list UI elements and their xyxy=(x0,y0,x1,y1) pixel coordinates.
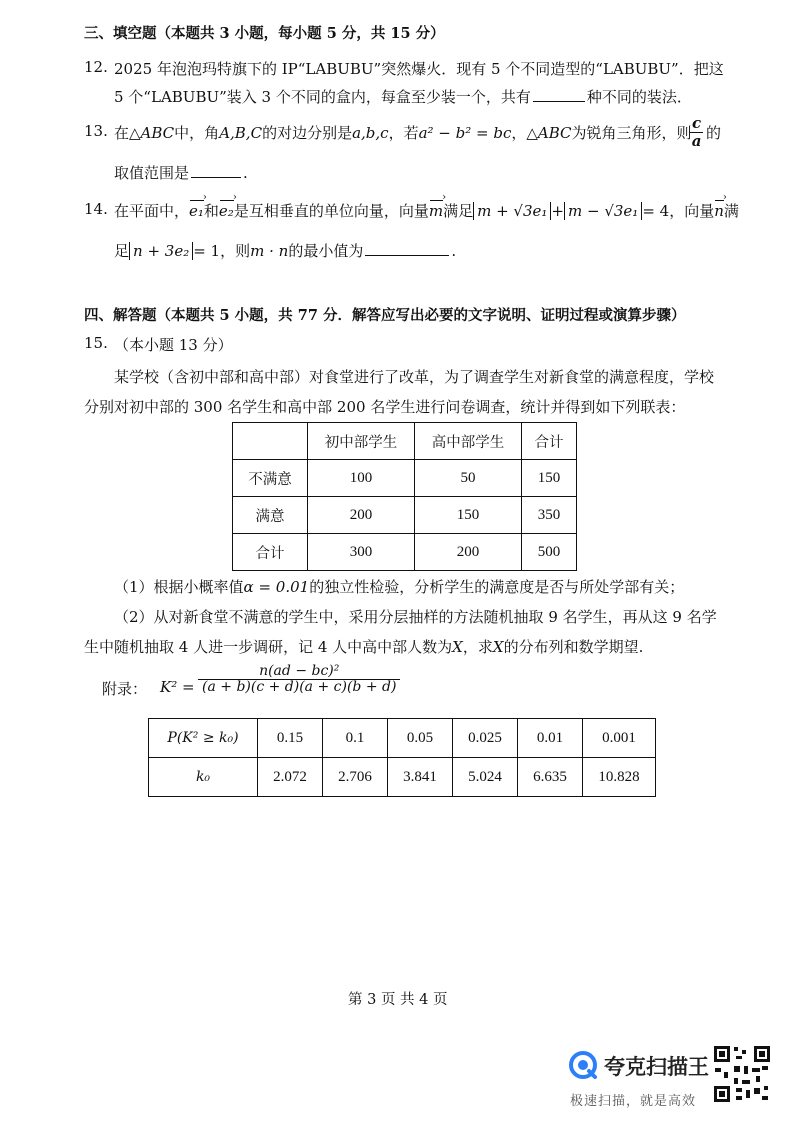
q14-text: 足 xyxy=(114,242,130,260)
q13-text: 为锐角三角形，则 xyxy=(571,124,692,142)
q13-angles: A,B,C xyxy=(219,124,263,142)
qr-code-icon xyxy=(712,1044,772,1104)
table-cell: 300 xyxy=(308,534,415,571)
q13-fraction xyxy=(690,115,703,149)
contingency-table xyxy=(232,422,577,571)
answer-blank-14 xyxy=(365,241,449,256)
table-row xyxy=(149,758,656,797)
question-15-para2: 分别对初中部的 300 名学生和高中部 200 名学生进行问卷调查，统计并得到如下列联表： xyxy=(84,398,686,416)
table-cell: 500 xyxy=(522,534,577,571)
q15-variable-x: X xyxy=(452,638,463,656)
table-cell: 2.072 xyxy=(258,758,323,797)
question-12-line1: 2025 年泡泡玛特旗下的 IP“LABUBU”突然爆火．现有 5 个不同造型的“LABUBU”．把这 xyxy=(114,60,724,78)
question-12-number: 12. xyxy=(84,58,108,76)
table-row-label: k₀ xyxy=(149,758,258,797)
table-cell: 0.05 xyxy=(388,719,453,758)
q15-variable-x: X xyxy=(492,638,504,656)
q13-text: ，△ xyxy=(511,124,538,142)
q15-part1-text: （1）根据小概率值 xyxy=(114,578,244,596)
q13-frac-numerator: c xyxy=(692,114,702,132)
section-4-heading: 四、解答题（本题共 5 小题，共 77 分．解答应写出必要的文字说明、证明过程或演算步骤） xyxy=(84,307,686,324)
q14-text: 在平面中， xyxy=(114,202,190,220)
q14-dot-product: m · n xyxy=(250,242,289,260)
table-cell xyxy=(233,423,308,460)
q14-text: ，向量 xyxy=(669,202,715,220)
section-3-heading: 三、填空题（本题共 3 小题，每小题 5 分，共 15 分） xyxy=(84,25,445,42)
q13-text: 取值范围是 xyxy=(114,164,190,182)
q15-part2-text: 的分布列和数学期望. xyxy=(503,638,644,656)
q13-triangle: ABC xyxy=(140,124,175,142)
vector-n: n › xyxy=(714,202,724,220)
appendix-formula-lhs: K² = xyxy=(160,678,195,696)
table-cell: 150 xyxy=(415,497,522,534)
question-13-number: 13. xyxy=(84,122,108,140)
q13-text: 的对边分别是 xyxy=(262,124,353,142)
question-14-line2 xyxy=(114,240,456,261)
q15-alpha: α = 0.01 xyxy=(243,578,310,596)
q14-cond3: n + 3e₂ xyxy=(133,242,190,260)
q13-text-end: 的 xyxy=(706,124,722,142)
question-15-para1: 某学校（含初中部和高中部）对食堂进行了改革，为了调查学生对新食堂的满意程度，学校 xyxy=(114,368,715,386)
table-cell: 0.1 xyxy=(323,719,388,758)
q15-part2-text: 生中随机抽取 4 人进一步调研，记 4 人中高中部人数为 xyxy=(84,638,453,656)
scanner-slogan: 极速扫描，就是高效 xyxy=(570,1094,697,1109)
question-12-line2 xyxy=(114,86,692,107)
question-15-part2-line1: （2）从对新食堂不满意的学生中，采用分层抽样的方法随机抽取 9 名学生，再从这 9 名学 xyxy=(114,608,717,626)
table-cell: 10.828 xyxy=(583,758,656,797)
table-cell: 150 xyxy=(522,460,577,497)
table-row xyxy=(233,497,577,534)
q14-text: 满 xyxy=(723,202,739,220)
table-header: 合计 xyxy=(522,423,577,460)
q14-abs-1 xyxy=(473,202,551,220)
question-15-score: （本小题 13 分） xyxy=(114,336,233,354)
table-cell: 6.635 xyxy=(518,758,583,797)
q13-text: ，若 xyxy=(388,124,419,142)
q13-sides: a,b,c xyxy=(352,124,389,142)
question-13-line2 xyxy=(114,162,248,183)
question-12-text-b: 种不同的装法． xyxy=(586,88,692,106)
table-cell: 0.025 xyxy=(453,719,518,758)
q14-text: 和 xyxy=(203,202,219,220)
critical-value-table xyxy=(148,718,656,797)
scanner-logo-icon xyxy=(568,1050,598,1084)
table-row-label: 合计 xyxy=(233,534,308,571)
appendix-formula-fraction xyxy=(198,664,400,696)
question-14-line1 xyxy=(114,200,739,221)
table-cell: 2.706 xyxy=(323,758,388,797)
table-row-label: 满意 xyxy=(233,497,308,534)
q14-text: 是互相垂直的单位向量，向量 xyxy=(233,202,429,220)
appendix-denominator: (a + b)(c + d)(a + c)(b + d) xyxy=(202,679,397,696)
appendix-label: 附录： xyxy=(102,680,148,698)
question-15-part1 xyxy=(114,576,684,597)
table-header: 高中部学生 xyxy=(415,423,522,460)
vector-e2: e₂ › xyxy=(219,202,234,220)
q13-equation: a² − b² = bc xyxy=(418,124,512,142)
q13-text: 中，角 xyxy=(174,124,220,142)
table-cell: 100 xyxy=(308,460,415,497)
question-15-number: 15. xyxy=(84,334,108,352)
vector-e1: e₁ › xyxy=(189,202,204,220)
scanner-brand: 夸克扫描王 xyxy=(604,1055,709,1079)
answer-blank-12 xyxy=(533,87,585,102)
q14-abs-2 xyxy=(564,202,642,220)
q14-cond2: m − √3e₁ xyxy=(567,202,639,220)
table-row-label: P(K² ≥ k₀) xyxy=(149,719,258,758)
table-row xyxy=(149,719,656,758)
q14-eq4: = 4 xyxy=(642,202,670,220)
q15-part1-text: 的独立性检验，分析学生的满意度是否与所处学部有关； xyxy=(309,578,685,596)
table-cell: 0.01 xyxy=(518,719,583,758)
question-12-text-a: 5 个“LABUBU”装入 3 个不同的盒内，每盒至少装一个，共有 xyxy=(114,88,531,106)
q14-text: 满足 xyxy=(443,202,474,220)
q14-abs-3 xyxy=(129,242,193,260)
q15-part2-text: ，求 xyxy=(462,638,493,656)
question-13-line1 xyxy=(114,122,692,143)
table-header: 初中部学生 xyxy=(308,423,415,460)
q13-period: . xyxy=(243,164,248,182)
q14-text: ，则 xyxy=(220,242,251,260)
q13-text: 在△ xyxy=(114,124,141,142)
table-cell: 350 xyxy=(522,497,577,534)
q14-text: 的最小值为 xyxy=(288,242,364,260)
table-row xyxy=(233,460,577,497)
table-cell: 200 xyxy=(308,497,415,534)
answer-blank-13 xyxy=(191,163,241,178)
table-header-row xyxy=(233,423,577,460)
vector-m: m › xyxy=(429,202,443,220)
table-cell: 0.001 xyxy=(583,719,656,758)
q14-plus: + xyxy=(551,202,564,220)
q13-triangle: ABC xyxy=(537,124,572,142)
q14-cond1: m + √3e₁ xyxy=(477,202,548,220)
table-row-label: 不满意 xyxy=(233,460,308,497)
appendix-numerator: n(ad − bc)² xyxy=(198,664,400,680)
q13-frac-denominator: a xyxy=(691,131,702,150)
question-14-number: 14. xyxy=(84,200,108,218)
table-row xyxy=(233,534,577,571)
question-15-part2-line2 xyxy=(84,636,643,657)
table-cell: 0.15 xyxy=(258,719,323,758)
q14-period: . xyxy=(451,242,457,260)
page-number: 第 3 页 共 4 页 xyxy=(348,992,448,1008)
table-cell: 200 xyxy=(415,534,522,571)
table-cell: 5.024 xyxy=(453,758,518,797)
table-cell: 50 xyxy=(415,460,522,497)
q14-eq1: = 1 xyxy=(193,242,221,260)
table-cell: 3.841 xyxy=(388,758,453,797)
